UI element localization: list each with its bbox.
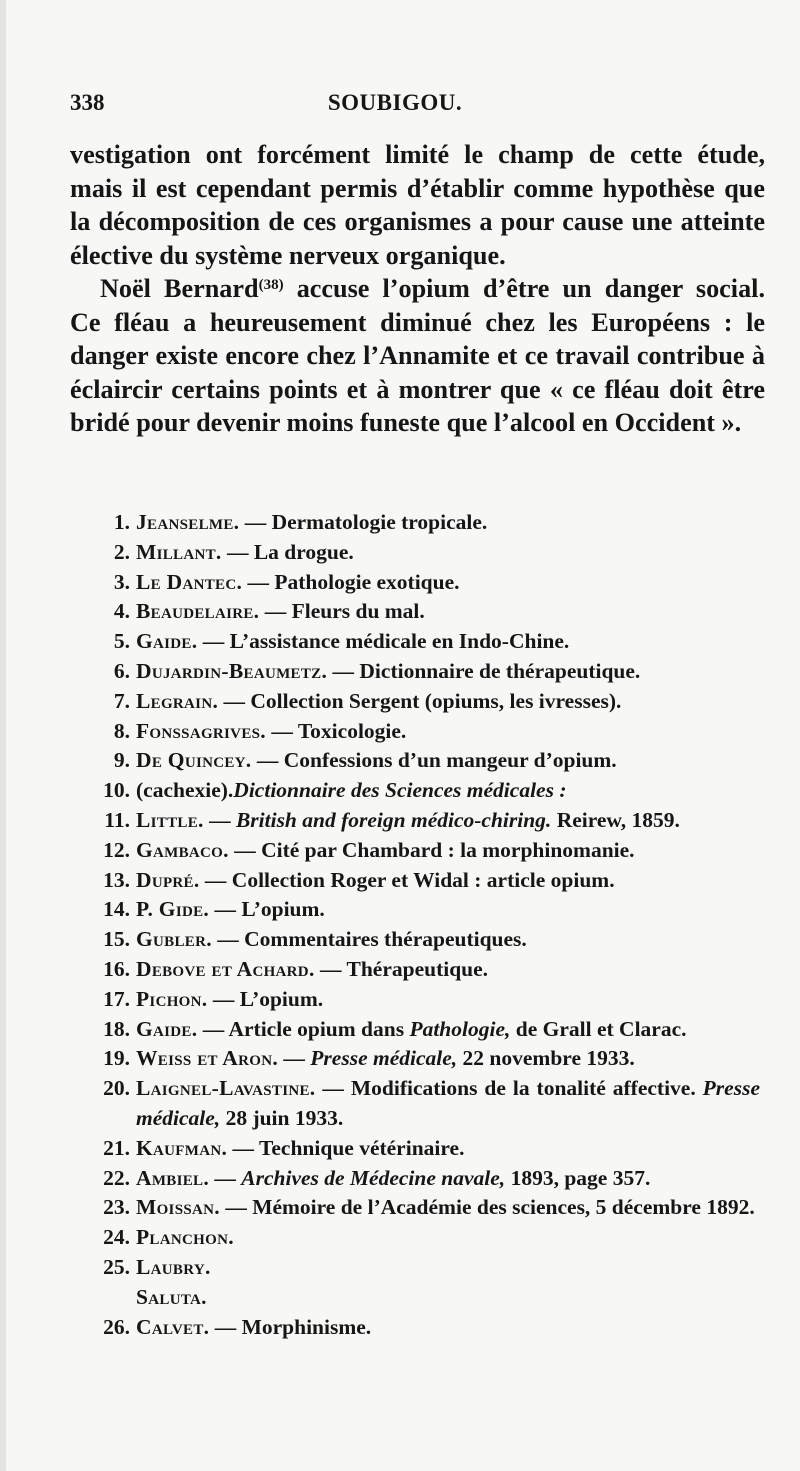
entry-number: 8.	[113, 718, 130, 743]
bibliography-entry	[70, 508, 760, 538]
bibliography-entry	[70, 568, 760, 598]
entry-text-continued: 22 novembre 1933.	[457, 1046, 635, 1071]
bibliography-entry	[70, 717, 760, 747]
entry-text: — L’opium.	[209, 897, 325, 922]
bibliography-entry	[70, 955, 760, 985]
entry-text-continued: de Grall et Clarac.	[510, 1016, 687, 1041]
entry-number: 18.	[103, 1016, 130, 1041]
entry-author: De Quincey.	[136, 748, 252, 773]
bibliography-entry	[70, 627, 760, 657]
entry-text: —	[278, 1046, 311, 1071]
text-span: accuse l’opium d’être un danger social.	[283, 274, 765, 303]
entry-number: 13.	[103, 867, 130, 892]
entry-number: 21.	[103, 1135, 130, 1160]
entry-number: 17.	[103, 986, 130, 1011]
entry-number: 19.	[103, 1046, 130, 1071]
bibliography-entry	[70, 866, 760, 896]
entry-number: 4.	[113, 599, 130, 624]
entry-number: 26.	[103, 1314, 130, 1339]
entry-author: Planchon.	[136, 1225, 234, 1250]
text-line: Ce fléau a heureusement diminué chez les Européens : le	[70, 307, 765, 337]
entry-author: Le Dantec.	[136, 569, 243, 594]
entry-italic: Presse médicale,	[310, 1046, 458, 1071]
bibliography-entry	[70, 1015, 760, 1045]
bibliography-entry	[70, 1313, 760, 1343]
page-number: 338	[70, 90, 105, 115]
entry-text: — Mémoire de l’Académie des sciences, 5 décembre 1892.	[219, 1195, 755, 1220]
entry-number: 14.	[103, 897, 130, 922]
entry-number: 2.	[113, 539, 130, 564]
entry-author: Kaufman.	[136, 1135, 228, 1160]
entry-author: Weiss et Aron.	[136, 1046, 279, 1071]
bibliography-entry	[70, 776, 760, 806]
entry-italic: Pathologie,	[409, 1016, 511, 1041]
entry-number: 23.	[103, 1195, 130, 1220]
entry-text: — Cité par Chambard : la morphinomanie.	[228, 837, 635, 862]
bibliography-entry	[70, 1283, 760, 1313]
paragraph-2	[70, 272, 765, 440]
entry-author: Gubler.	[136, 927, 212, 952]
entry-text: — Pathologie exotique.	[242, 569, 460, 594]
text-line: éclaircir certains points et à montrer que « ce fléau doit être	[70, 374, 765, 404]
entry-author: Gaide.	[136, 1016, 198, 1041]
body-text	[70, 138, 765, 440]
bibliography-entry	[70, 1134, 760, 1164]
entry-author: Calvet.	[136, 1314, 210, 1339]
entry-number: 12.	[103, 837, 130, 862]
bibliography-list	[70, 508, 760, 1342]
bibliography-entry	[70, 597, 760, 627]
entry-text: —	[209, 1165, 242, 1190]
bibliography-entry	[70, 836, 760, 866]
entry-text: — Toxicologie.	[265, 718, 407, 743]
text-line: bridé pour devenir moins funeste que l’alcool en Occident ».	[70, 408, 742, 437]
entry-author: Beaudelaire.	[136, 599, 260, 624]
bibliography-entry	[70, 1074, 760, 1134]
entry-number: 5.	[113, 629, 130, 654]
bibliography-entry	[70, 985, 760, 1015]
entry-italic: Dictionnaire des Sciences médicales :	[233, 778, 567, 803]
entry-number: 1.	[113, 510, 130, 534]
entry-author: Ambiel.	[136, 1165, 210, 1190]
entry-text: —	[203, 807, 236, 832]
text-line: danger existe encore chez l’Annamite et ce travail contribue à	[70, 341, 765, 370]
entry-author: Little.	[136, 807, 204, 832]
entry-text: — Commentaires thérapeutiques.	[211, 927, 527, 952]
text-line: vestigation ont forcément limité le champ de cette étude,	[70, 140, 765, 169]
entry-author: Gambaco.	[136, 837, 229, 862]
citation-marker: (38)	[258, 277, 284, 293]
entry-text: — Technique vétérinaire.	[227, 1135, 465, 1160]
text-line	[70, 272, 765, 306]
bibliography-entry	[70, 1253, 760, 1283]
entry-text: — Fleurs du mal.	[259, 599, 425, 624]
entry-author: Gaide.	[136, 629, 198, 654]
entry-number: 20.	[103, 1076, 130, 1101]
text-line: la décomposition de ces organismes a pour cause une atteinte	[70, 207, 765, 236]
bibliography-entry	[70, 895, 760, 925]
entry-author: P. Gide.	[136, 897, 210, 922]
entry-text: — Collection Sergent (opiums, les ivresses).	[218, 688, 622, 713]
entry-author: Legrain.	[136, 688, 219, 713]
entry-number: 25.	[103, 1254, 130, 1279]
bibliography-entry	[70, 806, 760, 836]
entry-number: 15.	[103, 927, 130, 952]
entry-author: Laubry.	[136, 1254, 211, 1279]
bibliography-entry	[70, 1164, 760, 1194]
bibliography-entry	[70, 538, 760, 568]
entry-text: — Modifications de la tonalité affective.	[315, 1076, 703, 1101]
entry-text: (cachexie).	[136, 778, 234, 803]
entry-number: 9.	[113, 748, 130, 773]
entry-text: — L’opium.	[207, 986, 324, 1011]
entry-text-continued: Reirew, 1859.	[551, 807, 680, 832]
entry-number: 7.	[113, 688, 130, 713]
entry-italic: Presse médicale,	[136, 1076, 760, 1130]
entry-author: Saluta.	[136, 1284, 207, 1309]
entry-number: 6.	[113, 658, 130, 683]
text-line: mais il est cependant permis d’établir comme hypothèse que	[70, 173, 765, 203]
entry-text: — Confessions d’un mangeur d’opium.	[251, 748, 617, 773]
page-header	[70, 90, 720, 120]
text-line: élective du système nerveux organique.	[70, 240, 506, 270]
entry-text: — La drogue.	[221, 539, 354, 564]
running-title: SOUBIGOU.	[327, 90, 463, 115]
entry-number: 11.	[104, 807, 130, 832]
entry-text: — Dictionnaire de thérapeutique.	[327, 658, 641, 683]
entry-text: — Morphinisme.	[209, 1314, 372, 1339]
entry-author: Debove et Achard.	[136, 956, 315, 981]
bibliography-entry	[70, 925, 760, 955]
bibliography-entry	[70, 1223, 760, 1253]
entry-number: 24.	[103, 1225, 130, 1250]
bibliography-entry	[70, 1193, 760, 1223]
entry-author: Fonssagrives.	[136, 718, 266, 743]
entry-author: Laignel-Lavastine.	[136, 1076, 316, 1101]
entry-text: — Dermatologie tropicale.	[239, 510, 488, 534]
entry-italic: Archives de Médecine navale,	[241, 1165, 506, 1190]
entry-author: Millant.	[136, 539, 222, 564]
entry-number: 3.	[113, 569, 130, 594]
page-gutter-shadow	[0, 0, 6, 1471]
entry-text-continued: 1893, page 357.	[505, 1165, 651, 1190]
entry-text: — L’assistance médicale en Indo-Chine.	[197, 629, 570, 654]
entry-author: Jeanselme.	[136, 510, 240, 534]
bibliography-entry	[70, 1044, 760, 1074]
bibliography-entry	[70, 657, 760, 687]
entry-text-continued: 28 juin 1933.	[220, 1105, 344, 1130]
entry-author: Dupré.	[136, 867, 200, 892]
bibliography-entry	[70, 746, 760, 776]
author-name: Noël Bernard	[100, 274, 259, 303]
entry-text: — Article opium dans	[197, 1016, 410, 1041]
entry-text: — Collection Roger et Widal : article opium.	[199, 867, 615, 892]
bibliography-entry	[70, 687, 760, 717]
entry-author: Dujardin-Beaumetz.	[136, 658, 328, 683]
entry-italic: British and foreign médico-chiring.	[235, 807, 552, 832]
entry-author: Moissan.	[136, 1195, 220, 1220]
entry-number: 10.	[103, 778, 130, 803]
entry-text: — Thérapeutique.	[314, 956, 489, 981]
paragraph-1	[70, 138, 765, 272]
entry-number: 22.	[103, 1165, 130, 1190]
entry-number: 16.	[103, 956, 130, 981]
entry-author: Pichon.	[136, 986, 208, 1011]
